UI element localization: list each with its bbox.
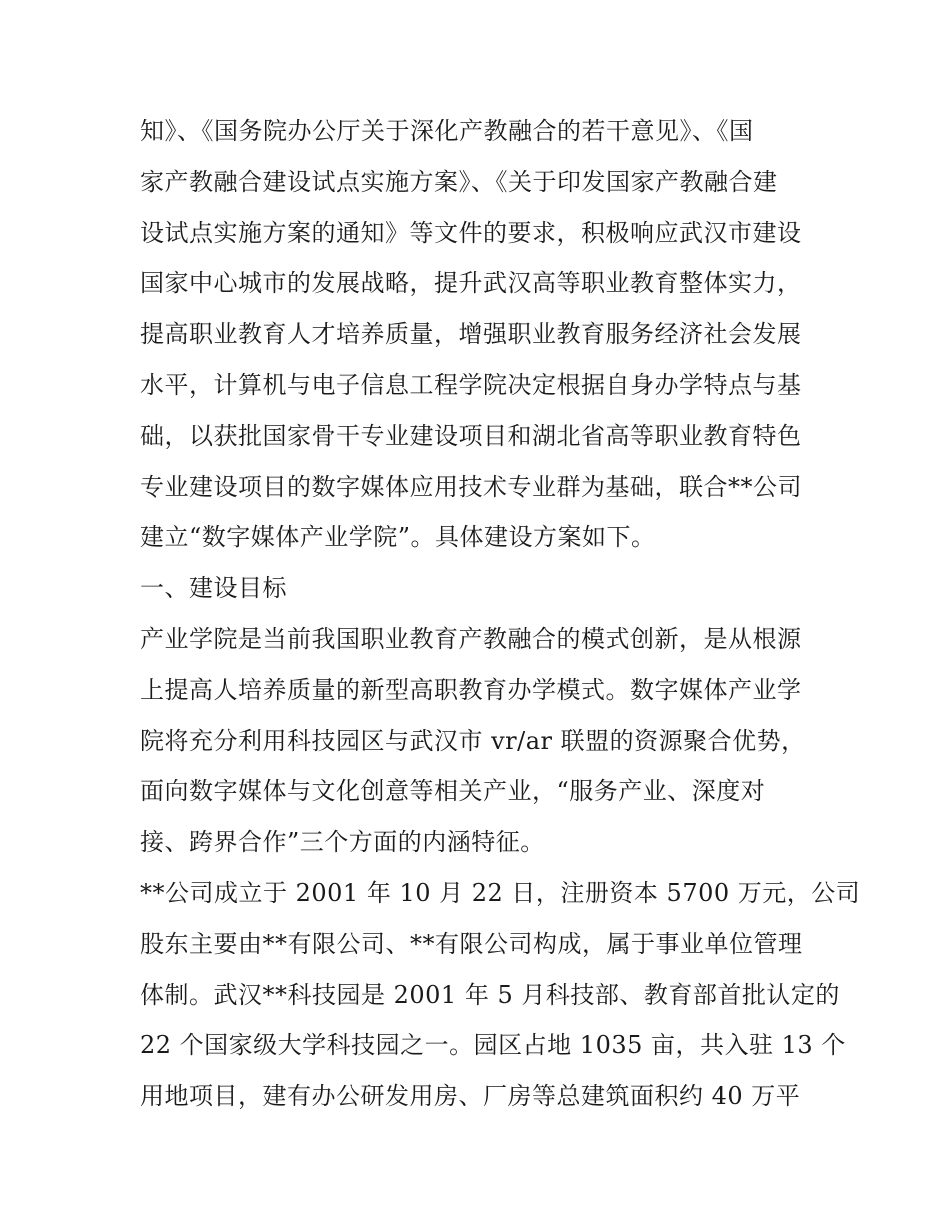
text-line-11: 产业学院是当前我国职业教育产教融合的模式创新，是从根源 [140,624,802,653]
text-line-8: 专业建设项目的数字媒体应用技术专业群为基础，联合**公司 [140,472,802,501]
text-line-6: 水平，计算机与电子信息工程学院决定根据自身办学特点与基 [140,370,802,399]
text-line-16: **公司成立于 2001 年 10 月 22 日，注册资本 5700 万元，公司 [140,878,861,907]
text-line-2: 家产教融合建设试点实施方案》、《关于印发国家产教融合建 [140,167,778,196]
text-line-18: 体制。武汉**科技园是 2001 年 5 月科技部、教育部首批认定的 [140,980,840,1009]
text-line-1: 知》、《国务院办公厅关于深化产教融合的若干意见》、《国 [140,117,754,145]
section-heading: 一、建设目标 [140,574,287,603]
text-line-14: 面向数字媒体与文化创意等相关产业，“服务产业、深度对 [140,777,766,806]
text-line-13: 院将充分利用科技园区与武汉市 vr/ar 联盟的资源聚合优势， [140,726,806,755]
text-line-19: 22 个国家级大学科技园之一。园区占地 1035 亩，共入驻 13 个 [140,1031,846,1060]
text-line-3: 设试点实施方案的通知》等文件的要求，积极响应武汉市建设 [140,218,802,247]
text-line-9: 建立“数字媒体产业学院”。具体建设方案如下。 [140,523,656,552]
text-line-4: 国家中心城市的发展战略，提升武汉高等职业教育整体实力， [140,269,802,298]
text-line-7: 础，以获批国家骨干专业建设项目和湖北省高等职业教育特色 [140,421,802,450]
text-line-20: 用地项目，建有办公研发用房、厂房等总建筑面积约 40 万平 [140,1082,801,1111]
body-text [140,106,861,1122]
text-line-15: 接、跨界合作”三个方面的内涵特征。 [140,828,545,857]
text-line-17: 股东主要由**有限公司、**有限公司构成，属于事业单位管理 [140,929,803,958]
text-line-12: 上提高人培养质量的新型高职教育办学模式。数字媒体产业学 [140,675,802,704]
text-line-5: 提高职业教育人才培养质量，增强职业教育服务经济社会发展 [140,320,802,349]
